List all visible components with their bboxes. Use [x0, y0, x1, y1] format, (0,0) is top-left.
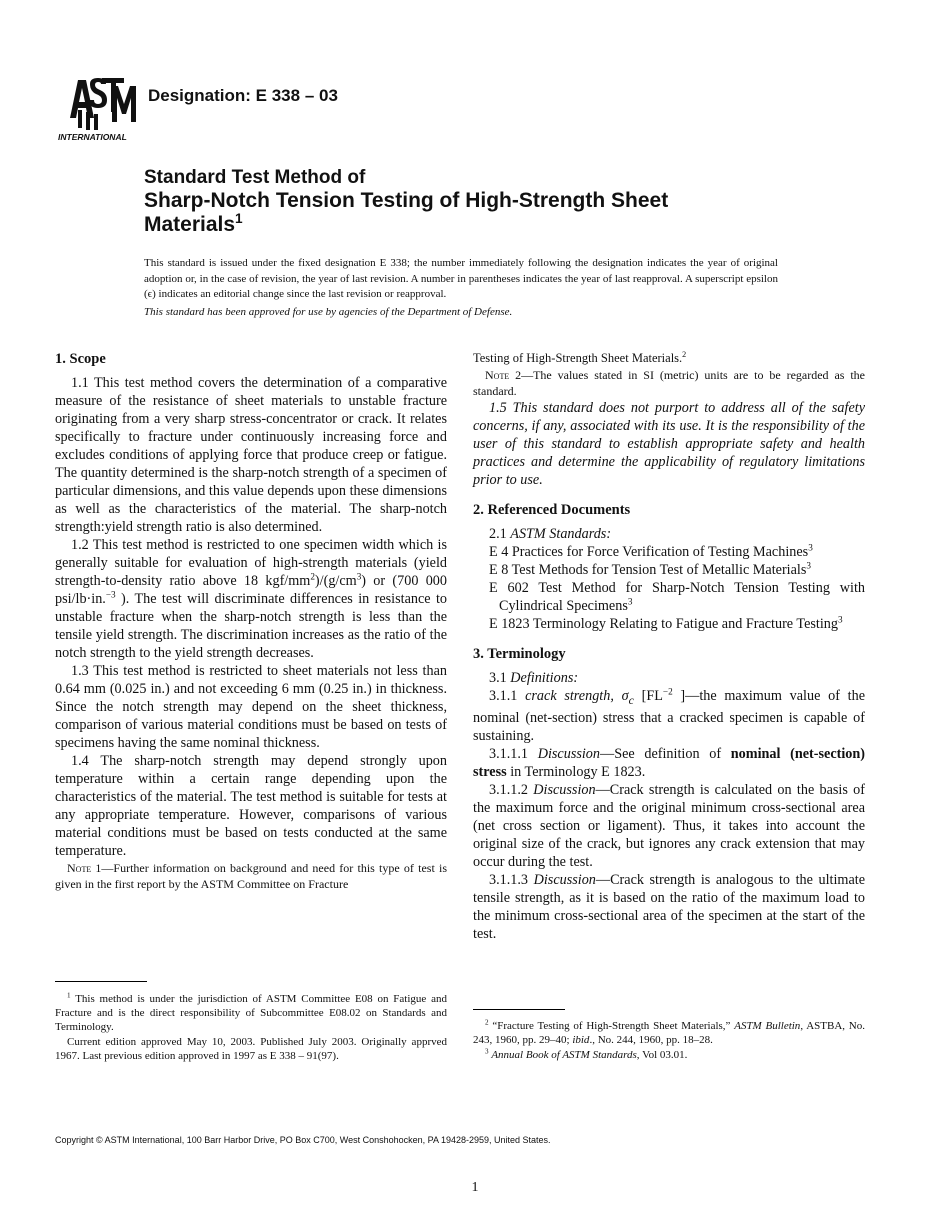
designation: Designation: E 338 – 03: [148, 86, 338, 105]
footnote-3: $^3$ Annual Book of ASTM Standards, Vol 03.01.: [485, 1047, 688, 1061]
footnotes-right: [473, 1019, 865, 1063]
note-2: Note 2—The values stated in SI (metric) units are to be regarded as the standard.: [473, 368, 865, 398]
title-line-3: Materials$^1$: [144, 211, 243, 236]
preamble: This standard is issued under the fixed designation E 338; the number immediately following the designation indicates the year of original adoption or, in the case of revision, the year of last revision. A number in parentheses indicates the year of last reapproval. A superscript epsilon (ϵ) indicates an editorial change since the last revision or reapproval.: [144, 257, 778, 301]
paragraph-1-1: 1.1 This test method covers the determination of a comparative measure of the resistance of sheet materials to unstable fracture originating from a very sharp stress-concentrator or crack. It relates specifically to fracture under continuously increasing force and excludes conditions of applying force that produce creep or fatigue. The quantity determined is the sharp-notch strength of a specimen of particular dimensions, and this value depends upon these dimensions as well as the characteristics of the material. The sharp-notch strength:yield strength ratio is also determined.: [55, 375, 447, 535]
footnote-1: $^1$ This method is under the jurisdiction of ASTM Committee E08 on Fatigue and Fracture and is the direct responsibility of Subcommittee E08.02 on Standards and Terminology.: [55, 991, 447, 1033]
section-heading-terminology: 3. Terminology: [473, 646, 566, 662]
reference-e4: E 4 Practices for Force Verification of Testing Machines$^3$: [489, 542, 813, 560]
title-line-2: Sharp-Notch Tension Testing of High-Strength Sheet: [144, 189, 669, 212]
discussion-3-1-1-1: 3.1.1.1 Discussion—See definition of nominal (net-section) stress in Terminology E 1823.: [473, 745, 865, 780]
reference-e8: E 8 Test Methods for Tension Test of Metallic Materials$^3$: [489, 560, 811, 578]
paragraph-1-5: 1.5 This standard does not purport to address all of the safety concerns, if any, associated with its use. It is the responsibility of the user of this standard to establish appropriate safety and health practices and determine the applicability of regulatory limitations prior to use.: [473, 400, 865, 488]
left-column: [55, 350, 447, 892]
paragraph-1-4: 1.4 The sharp-notch strength may depend strongly upon temperature within a certain range depending upon the characteristics of the material. The test method is suitable for tests at any appropriate temperature. However, comparisons of various material conditions must be based on tests conducted at the same temperature.: [55, 753, 447, 859]
document-title: [144, 166, 784, 237]
note-1-continued: Testing of High-Strength Sheet Materials.$^2$: [473, 349, 687, 365]
footnotes-left: [55, 992, 447, 1064]
page-number: 1: [471, 1180, 479, 1195]
reference-e1823: E 1823 Terminology Relating to Fatigue and Fracture Testing$^3$: [489, 614, 843, 632]
subsection-3-1: 3.1 Definitions:: [489, 670, 579, 686]
footnote-2: $^2$ “Fracture Testing of High-Strength Sheet Materials,” ASTM Bulletin, ASTBA, No. 243, 1960, pp. 29–40; ibid., No. 244, 1960, pp. 18–28.: [473, 1018, 865, 1046]
astm-logo: [56, 72, 138, 144]
note-1: Note 1—Further information on background and need for this type of test is given in the first report by the ASTM Committee on Fracture: [55, 861, 447, 891]
paragraph-1-2: 1.2 This test method is restricted to one specimen width which is generally suitable for evaluation of high-strength materials (yield strength-to-density ratio above 18 kgf/$mm^2)/(g/cm^3)$ or (700 000 psi/lb·in.$^{-3}$ ). The test will discriminate differences in resistance to unstable fracture when the sharp-notch strength is less than the tensile yield strength. The discrimination increases as the ratio of the notch strength to the yield strength decreases.: [55, 537, 447, 661]
dod-approval-note: This standard has been approved for use by agencies of the Department of Defense.: [144, 306, 513, 318]
paragraph-1-3: 1.3 This test method is restricted to sheet materials not less than 0.64 mm (0.025 in.) and not exceeding 6 mm (0.25 in.) in thickness. Since the notch strength may depend on the sheet thickness, comparison of various material conditions must be based on tests of specimens having the same nominal thickness.: [55, 663, 447, 751]
logo-wordmark: INTERNATIONAL: [58, 132, 127, 142]
footnote-rule-right: [473, 1009, 565, 1010]
footnote-rule-left: [55, 981, 147, 982]
definition-3-1-1: 3.1.1 crack strength, $\sigma_c$ [$FL^{-2}$ ]—the maximum value of the nominal (net-section) stress that a cracked specimen is capable of sustaining.: [473, 686, 866, 744]
title-line-1: Standard Test Method of: [144, 167, 366, 188]
subsection-2-1: 2.1 ASTM Standards:: [489, 526, 612, 542]
section-heading-scope: 1. Scope: [55, 351, 106, 367]
discussion-3-1-1-2: 3.1.1.2 Discussion—Crack strength is calculated on the basis of the maximum force and the original minimum cross-sectional area (net cross section or ligament). Thus, it takes into account the original size of the crack, but ignores any crack extension that may occur during the test.: [473, 781, 865, 870]
reference-e602: E 602 Test Method for Sharp-Notch Tension Testing with Cylindrical Specimens$^3$: [489, 580, 865, 614]
right-column: [473, 349, 865, 943]
footnote-1-edition: Current edition approved May 10, 2003. Published July 2003. Originally apprved 1967. Last previous edition approved in 1997 as E 338 – 91(97).: [55, 1036, 447, 1062]
discussion-3-1-1-3: 3.1.1.3 Discussion—Crack strength is analogous to the ultimate tensile strength, as it is based on the ratio of the maximum load to the minimum cross-sectional area of the specimen at the start of the test.: [473, 871, 866, 942]
copyright-line: Copyright © ASTM International, 100 Barr Harbor Drive, PO Box C700, West Conshohocken, PA 19428-2959, United States.: [55, 1135, 551, 1145]
section-heading-referenced-documents: 2. Referenced Documents: [473, 502, 631, 518]
